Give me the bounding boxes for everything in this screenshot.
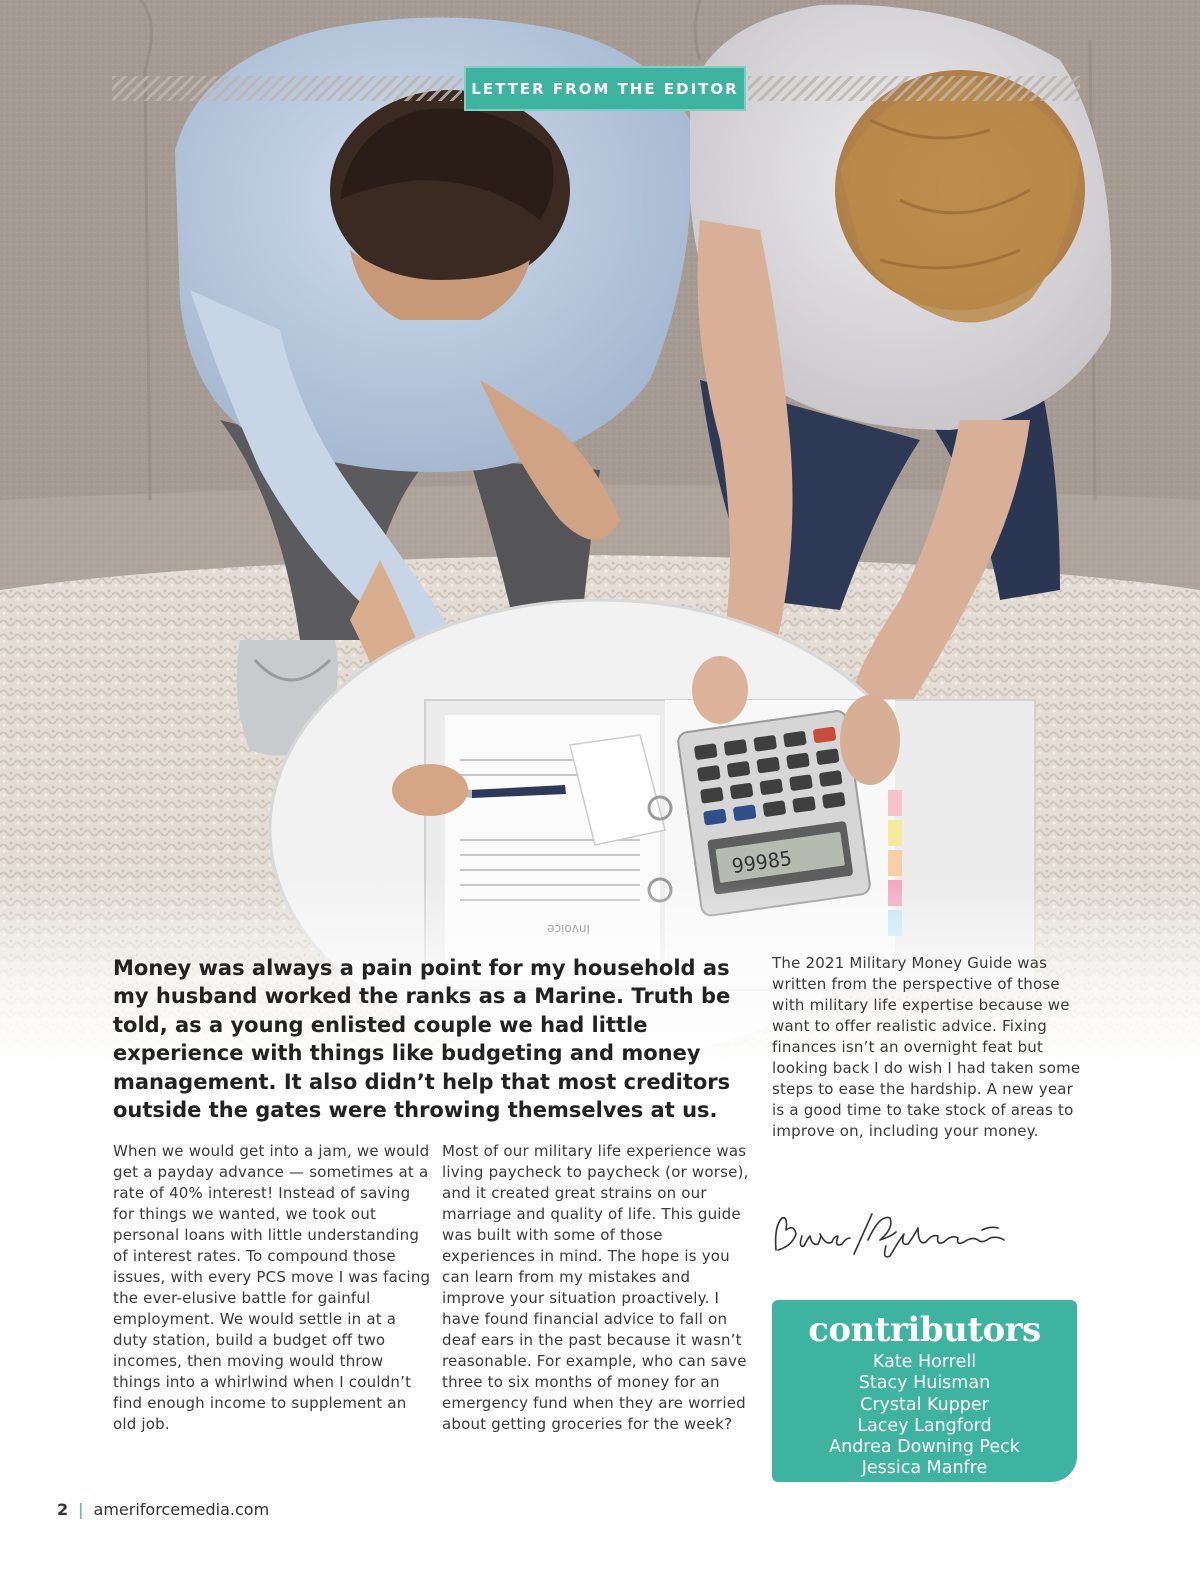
header-hatch-right [748,76,1080,101]
page-footer [57,1500,269,1519]
footer-site-link[interactable]: ameriforcemedia.com [93,1500,270,1519]
contributor-name: Kate Horrell [872,1352,977,1372]
body-column-left: When we would get into a jam, we would get a payday advance — sometimes at a rate of 40% interest! Instead of saving for things we wanted, we took out personal loans with little understanding of interest rates. To compound those issues, with every PCS move I was facing the ever-elusive battle for gainful employment. We would settle in at a duty station, build a budget off two incomes, then moving would throw things into a whirlwind when I couldn’t find enough income to supplement an old job. [113,1142,431,1433]
contributors-title: contributors [808,1310,1041,1350]
section-label: LETTER FROM THE EDITOR [464,66,746,111]
body-column-middle: Most of our military life experience was living paycheck to paycheck (or worse), and it created great strains on our marriage and quality of life. This guide was built with some of those experiences in mind. The hope is you can learn from my mistakes and improve your situation proactively. I have found financial advice to fall on deaf ears in the past because it wasn’t reasonable. For example, who can save three to six months of money for an emergency fund when they are worried about getting groceries for the week? [442,1142,749,1433]
lead-paragraph: Money was always a pain point for my household as my husband worked the ranks as a Marine. Truth be told, as a young enlisted couple we had little experience with things like budgeting and money management. It also didn’t help that most creditors outside the gates were throwing themselves at us. [113,956,731,1123]
contributor-name: Stacy Huisman [858,1373,991,1394]
contributor-name: Andrea Downing Peck [829,1437,1020,1458]
contributor-name: Lacey Langford [857,1415,992,1436]
contributor-name: Jessica Manfre [861,1458,988,1479]
header-hatch-left [112,76,462,101]
footer-separator: | [78,1500,84,1519]
page-number: 2 [57,1500,69,1519]
calculator-display: 99985 [730,845,794,879]
contributor-name: Crystal Kupper [860,1394,989,1415]
contributors-box [772,1300,1077,1482]
body-column-right: The 2021 Military Money Guide was written from the perspective of those with military life expertise because we want to offer realistic advice. Fixing finances isn’t an overnight feat but looking back I do wish I had taken some steps to ease the hardship. A new year is a good time to take stock of areas to improve on, including your money. [772,954,1081,1140]
contributors-list [772,1352,1077,1480]
editor-signature [768,1206,1018,1266]
